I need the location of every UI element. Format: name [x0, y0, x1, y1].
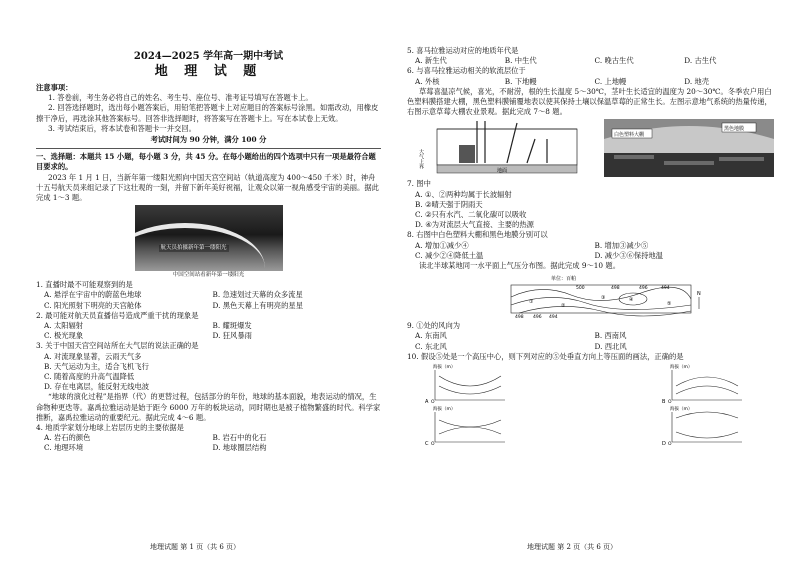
iso-point-3: ③ [600, 295, 605, 302]
q8-option-d[interactable]: D. 减少③⑥保持地温 [594, 250, 664, 260]
iso-label-496-bottom: 496 [532, 315, 542, 320]
q1-option-a[interactable]: A. 悬浮在宇宙中的蔚蓝色地球 [44, 290, 142, 300]
page-2 [397, 0, 794, 562]
q9-option-b[interactable]: B. 西南风 [594, 331, 627, 341]
q8-option-b[interactable]: B. 增加③减少⑤ [594, 240, 649, 250]
photo-caption: 中国空间站看新年第一缕阳光 [172, 272, 245, 279]
note-2: 2. 回答选择题时，选出每小题答案后，用铅笔把答题卡上对应题目的答案标号涂黑。如需改动，用橡皮擦干净后，再选涂其他答案标号。回答非选择题时，将答案写在答题卡上。写在本试卷上无效。 [36, 103, 379, 123]
q7-option-c[interactable]: C. ②只有水汽、二氧化碳可以吸收 [415, 210, 527, 220]
question-9: 9. ①处的风向为 [407, 321, 461, 331]
q2-options [36, 321, 381, 331]
q10-option-a-graph[interactable] [425, 362, 515, 404]
note-3: 3. 考试结束后，将本试卷和答题卡一并交回。 [48, 123, 196, 133]
space-station-photo [135, 205, 283, 271]
intro-7-8: 草莓喜温凉气候，喜光，不耐涝，根的生长温度 5～30℃，茎叶生长适宜的温度为 20～30℃。冬季农户用白色塑料膜搭建大棚，黑色塑料膜铺覆地表以使其保持土壤以保温草莓的正常生长。左图示意地气系统的热量传递，右图示意草莓大棚农业景观。据此完成 7～8 题。 [407, 86, 772, 117]
label-ground: 地面 [497, 168, 508, 175]
question-5: 5. 喜马拉雅运动对应的地质年代是 [407, 46, 519, 55]
q1-option-c[interactable]: C. 阳光照射下明亮的天宫舱体 [44, 300, 142, 310]
divider [36, 148, 381, 149]
label-white-film: 白色塑料大棚 [614, 132, 645, 139]
q9-options [407, 331, 774, 341]
b-origin: O [668, 400, 672, 405]
greenhouse-photo [604, 119, 774, 177]
q1-option-b[interactable]: B. 急速划过天幕的众多流星 [212, 290, 303, 300]
c-axis-label: 海拔（m） [433, 407, 456, 413]
q9-options-row2 [407, 342, 774, 352]
q1-options-row2 [36, 301, 381, 311]
q7-option-b[interactable]: B. ②晴天强于阴雨天 [415, 199, 483, 209]
q5-option-a[interactable]: A. 新生代 [415, 56, 447, 66]
q1-options [36, 290, 381, 300]
section-1-heading: 一、选择题：本题共 15 小题，每小题 3 分，共 45 分。在每小题给出的四个选项中只有一项是最符合题目要求的。 [36, 152, 376, 172]
q7-option-a[interactable]: A. ①、②两种均属于长波辐射 [415, 189, 512, 199]
time-line: 考试时间为 90 分钟，满分 100 分 [150, 135, 267, 145]
exam-title: 2024—2025 学年高一期中考试 [133, 51, 284, 62]
q10-options-row1 [407, 362, 774, 404]
question-8: 8. 右图中白色塑料大棚和黑色地膜分别可以 [407, 230, 548, 240]
a-letter: A [425, 399, 429, 405]
d-origin: O [668, 442, 672, 447]
exam-subject: 地 理 试 题 [154, 64, 263, 79]
q8-options [407, 241, 774, 251]
q5-option-b[interactable]: B. 中生代 [504, 56, 537, 66]
a-axis-label: 海拔（m） [433, 365, 456, 371]
question-10: 10. 假设⑤处是一个高压中心，则下列对应的⑤处垂直方向上等压面的画法，正确的是 [407, 351, 684, 361]
figure-7-8 [407, 119, 774, 177]
d-axis-label: 海拔（m） [670, 407, 693, 413]
question-1: 1. 直播时最不可能观察到的是 [36, 280, 133, 290]
question-4: 4. 地质学家划分地球上岩层历史的主要依据是 [36, 423, 184, 433]
q2-option-c[interactable]: C. 极光现象 [44, 331, 84, 341]
iso-point-2: ② [560, 303, 565, 310]
photo-text: 航天员拍摄新年第一缕阳光 [160, 245, 227, 252]
q8-option-a[interactable]: A. 增加①减少④ [415, 240, 469, 250]
question-6: 6. 与喜马拉雅运动相关的软流层位于 [407, 66, 526, 76]
intro-4-6: “地球的演化过程”是指界（代）的更替过程，包括部分的年份，地球的基本面貌，地表运动的情况，生命物种更迭等。嘉禹拉雅运动是始于距今 6000 万年的板块运动，同时期也是被子植物繁盛的时代。科学家推断，嘉禹拉雅运动的重要纪元。据此完成 4～6 题。 [36, 392, 381, 422]
question-7: 7. 图中 [407, 179, 431, 189]
q4-options [36, 433, 381, 443]
q9-option-a[interactable]: A. 东南风 [415, 331, 447, 341]
q9-option-d[interactable]: D. 西北风 [594, 341, 627, 351]
iso-label-498-top: 498 [610, 286, 620, 292]
label-black-film: 黑色地膜 [724, 126, 745, 133]
radiation-arrows [477, 121, 547, 163]
q2-option-a[interactable]: A. 太阳辐射 [44, 321, 84, 331]
iso-label-496-top: 496 [638, 286, 648, 292]
iso-label-500: 500 [575, 286, 585, 292]
q4-options-row2 [36, 443, 381, 453]
iso-point-5: ⑤ [666, 301, 671, 308]
q3-option-d[interactable]: D. 存在电离层，能反射无线电波 [44, 382, 150, 392]
iso-point-4: ④ [628, 297, 633, 304]
iso-point-1: ① [528, 299, 533, 306]
q6-option-b[interactable]: B. 下地幔 [504, 76, 537, 86]
q4-option-c[interactable]: C. 地理环境 [44, 443, 84, 453]
heat-transfer-diagram [407, 119, 587, 177]
q3-option-b[interactable]: B. 天气运动为主，适合飞机飞行 [44, 361, 149, 371]
q2-option-b[interactable]: B. 耀斑爆发 [212, 321, 252, 331]
question-3: 3. 关于中国天宫空间站所在大气层的说法正确的是 [36, 341, 199, 351]
c-letter: C [425, 441, 429, 447]
arrow-4 [527, 139, 535, 163]
label-atmosphere-top: 大气上界 [418, 149, 424, 170]
q5-options [407, 56, 774, 66]
q4-option-d[interactable]: D. 地球圈层结构 [212, 443, 267, 453]
q10-option-b-graph[interactable] [662, 362, 752, 404]
a-origin: O [431, 400, 435, 405]
q3-option-a[interactable]: A. 对流现象显著，云雨天气多 [44, 351, 142, 361]
iso-unit: 单位：百帕 [550, 276, 576, 283]
iso-label-494-bottom: 494 [548, 315, 558, 320]
q6-options [407, 77, 774, 87]
q3-option-c[interactable]: C. 随着高度的升高气温降低 [44, 372, 135, 382]
isobars [511, 287, 691, 316]
b-letter: B [662, 399, 666, 405]
b-axis-label: 海拔（m） [670, 365, 693, 371]
q8-option-c[interactable]: C. 减少②④降低土温 [415, 250, 484, 260]
q5-option-c[interactable]: C. 晚古生代 [594, 56, 634, 66]
q8-options-row2 [407, 251, 774, 261]
iso-label-498-bottom: 498 [514, 315, 524, 320]
intro-1-3: 2023 年 1 月 1 日，当新年第一缕阳光照向中国天宫空间站（轨道高度为 400～450 千米）时，神舟十五号航天员来组记录了下这壮观的一刻，并留下新年美好祝福，让观众以第一视角感受宇宙的美丽。据此完成 1～3 题。 [36, 172, 379, 203]
q1-option-d[interactable]: D. 黑色天幕上有明亮的星星 [212, 300, 303, 310]
q2-option-d[interactable]: D. 狂风暴雨 [212, 331, 252, 341]
page-1-footer: 地理试题 第 1 页（共 6 页） [150, 543, 241, 551]
q6-option-a[interactable]: A. 外核 [415, 76, 440, 86]
q4-option-b[interactable]: B. 岩石中的化石 [212, 433, 267, 443]
q9-option-c[interactable]: C. 东北风 [415, 341, 447, 351]
q5-option-d[interactable]: D. 古生代 [684, 56, 717, 66]
q10-option-c-graph[interactable] [425, 404, 515, 446]
isobar-map [411, 273, 771, 319]
q4-option-a[interactable]: A. 岩石的颜色 [44, 433, 91, 443]
d-letter: D [662, 441, 666, 447]
q6-option-d[interactable]: D. 地壳 [684, 76, 710, 86]
north-label: N [696, 291, 701, 298]
atmosphere-box [437, 129, 577, 165]
intro-9-10: 读北半球某地同一水平面上气压分布图。据此完成 9～10 题。 [419, 261, 620, 271]
iso-label-494-top: 494 [660, 286, 670, 292]
c-origin: O [431, 442, 435, 447]
q6-option-c[interactable]: C. 上地幔 [594, 76, 627, 86]
question-2: 2. 最可能对航天员直播信号造成严重干扰的现象是 [36, 310, 199, 320]
page-2-footer: 地理试题 第 2 页（共 6 页） [527, 543, 618, 551]
q2-options-row2 [36, 331, 381, 341]
q10-option-d-graph[interactable] [662, 404, 752, 446]
shade-block [459, 145, 475, 163]
q7-option-d[interactable]: D. ④为对流层大气直接、主要的热源 [415, 220, 534, 230]
note-1: 1. 答卷前，考生务必将自己的姓名、考生号、座位号、准考证号填写在答题卡上。 [48, 93, 313, 103]
q10-options-row2 [407, 404, 774, 446]
notes-heading: 注意事项： [36, 83, 73, 92]
